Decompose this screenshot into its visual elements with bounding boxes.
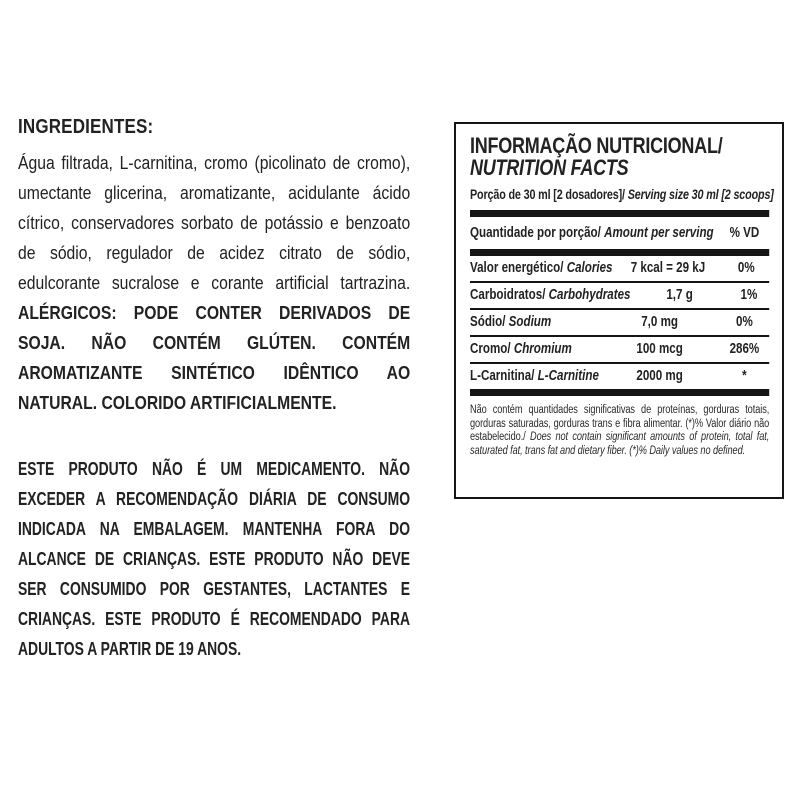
thick-divider-bar — [470, 389, 769, 396]
serving-size-line — [470, 187, 774, 202]
nutrient-name-en: Sodium — [508, 314, 552, 330]
nutrient-row — [470, 337, 769, 362]
nutrient-name — [470, 341, 600, 357]
nutrient-name-pt: Carboidratos/ — [470, 287, 546, 303]
ingredients-heading: INGREDIENTES: — [18, 116, 154, 138]
column-header-en: Amount per serving — [604, 225, 714, 241]
nutrient-daily-value: * — [742, 368, 747, 384]
nutrient-name-pt: Cromo/ — [470, 341, 511, 357]
nutrient-amount: 100 mcg — [636, 341, 683, 357]
serving-size-en: Serving size 30 ml [2 scoops] — [627, 187, 774, 202]
nutrient-row — [470, 256, 769, 281]
column-header-pt: Quantidade por porção/ — [470, 225, 601, 241]
nutrient-name-pt: Valor energético/ — [470, 260, 564, 276]
nutrient-name-en: Chromium — [513, 341, 572, 357]
nutrient-name-en: Carbohydrates — [548, 287, 631, 303]
nutrient-name — [470, 260, 613, 276]
ingredients-paragraph — [18, 148, 410, 418]
nutrient-rows — [470, 256, 769, 389]
column-header-vd: % VD — [729, 225, 760, 241]
footnote-pt: Não contém quantidades significativas de proteínas, gorduras totais, gorduras saturadas, gorduras trans e fibra alimentar. (*)% Valor diário não estabelecido./ — [470, 404, 770, 443]
nutrient-name-en: L-Carnitine — [537, 368, 599, 384]
thick-divider-bar — [470, 210, 769, 217]
footnote-en: Does not contain significant amounts of protein, total fat, saturated fat, trans fat and dietary fiber. (*)% Daily values no defined. — [470, 431, 770, 457]
column-header-row — [470, 217, 769, 249]
thick-divider-bar — [470, 249, 769, 256]
nutrient-amount: 2000 mg — [636, 368, 683, 384]
nutrition-title-pt: INFORMAÇÃO NUTRICIONAL/ — [470, 133, 723, 158]
nutrient-name-pt: Sódio/ — [470, 314, 506, 330]
nutrient-row — [470, 310, 769, 335]
nutrient-name-pt: L-Carnitina/ — [470, 368, 535, 384]
nutrient-amount: 1,7 g — [666, 287, 693, 303]
nutrient-amount: 7 kcal = 29 kJ — [630, 260, 706, 276]
nutrient-name-en: Calories — [566, 260, 613, 276]
nutrient-daily-value: 0% — [737, 260, 755, 276]
nutrient-name — [470, 314, 600, 330]
serving-size-pt: Porção de 30 ml [2 dosadores]/ — [470, 187, 625, 202]
nutrient-daily-value: 0% — [736, 314, 753, 330]
nutrient-name — [470, 287, 631, 303]
allergen-statement: ALÉRGICOS: PODE CONTER DERIVADOS DE SOJA. NÃO CONTÉM GLÚTEN. CONTÉM AROMATIZANTE SINTÉTICO IDÊNTICO AO NATURAL. COLORIDO ARTIFICIALMENTE. — [18, 302, 411, 413]
nutrient-name — [470, 368, 600, 384]
nutrient-amount: 7,0 mg — [641, 314, 678, 330]
nutrient-row — [470, 364, 769, 389]
nutrition-facts-panel — [454, 122, 784, 499]
ingredients-body-text: Água filtrada, L-carnitina, cromo (picolinato de cromo), umectante glicerina, aromatizante, acidulante ácido cítrico, conservadores sorbato de potássio e benzoato de sódio, regulador de acidez citrato de sódio, edulcorante sucralose e corante artificial tartrazina. — [18, 152, 411, 293]
column-header-label — [470, 225, 720, 241]
nutrient-row — [470, 283, 769, 308]
warning-statement: ESTE PRODUTO NÃO É UM MEDICAMENTO. NÃO EXCEDER A RECOMENDAÇÃO DIÁRIA DE CONSUMO INDICADA NA EMBALAGEM. MANTENHA FORA DO ALCANCE DE CRIANÇAS. ESTE PRODUTO NÃO DEVE SER CONSUMIDO POR GESTANTES, LACTANTES E CRIANÇAS. ESTE PRODUTO É RECOMENDADO PARA ADULTOS A PARTIR DE 19 ANOS. — [18, 458, 411, 659]
footnote — [470, 404, 769, 458]
nutrient-daily-value: 1% — [740, 287, 758, 303]
nutrition-title-en: NUTRITION FACTS — [470, 155, 629, 180]
nutrition-facts-content — [470, 124, 774, 458]
nutrient-daily-value: 286% — [729, 341, 760, 357]
